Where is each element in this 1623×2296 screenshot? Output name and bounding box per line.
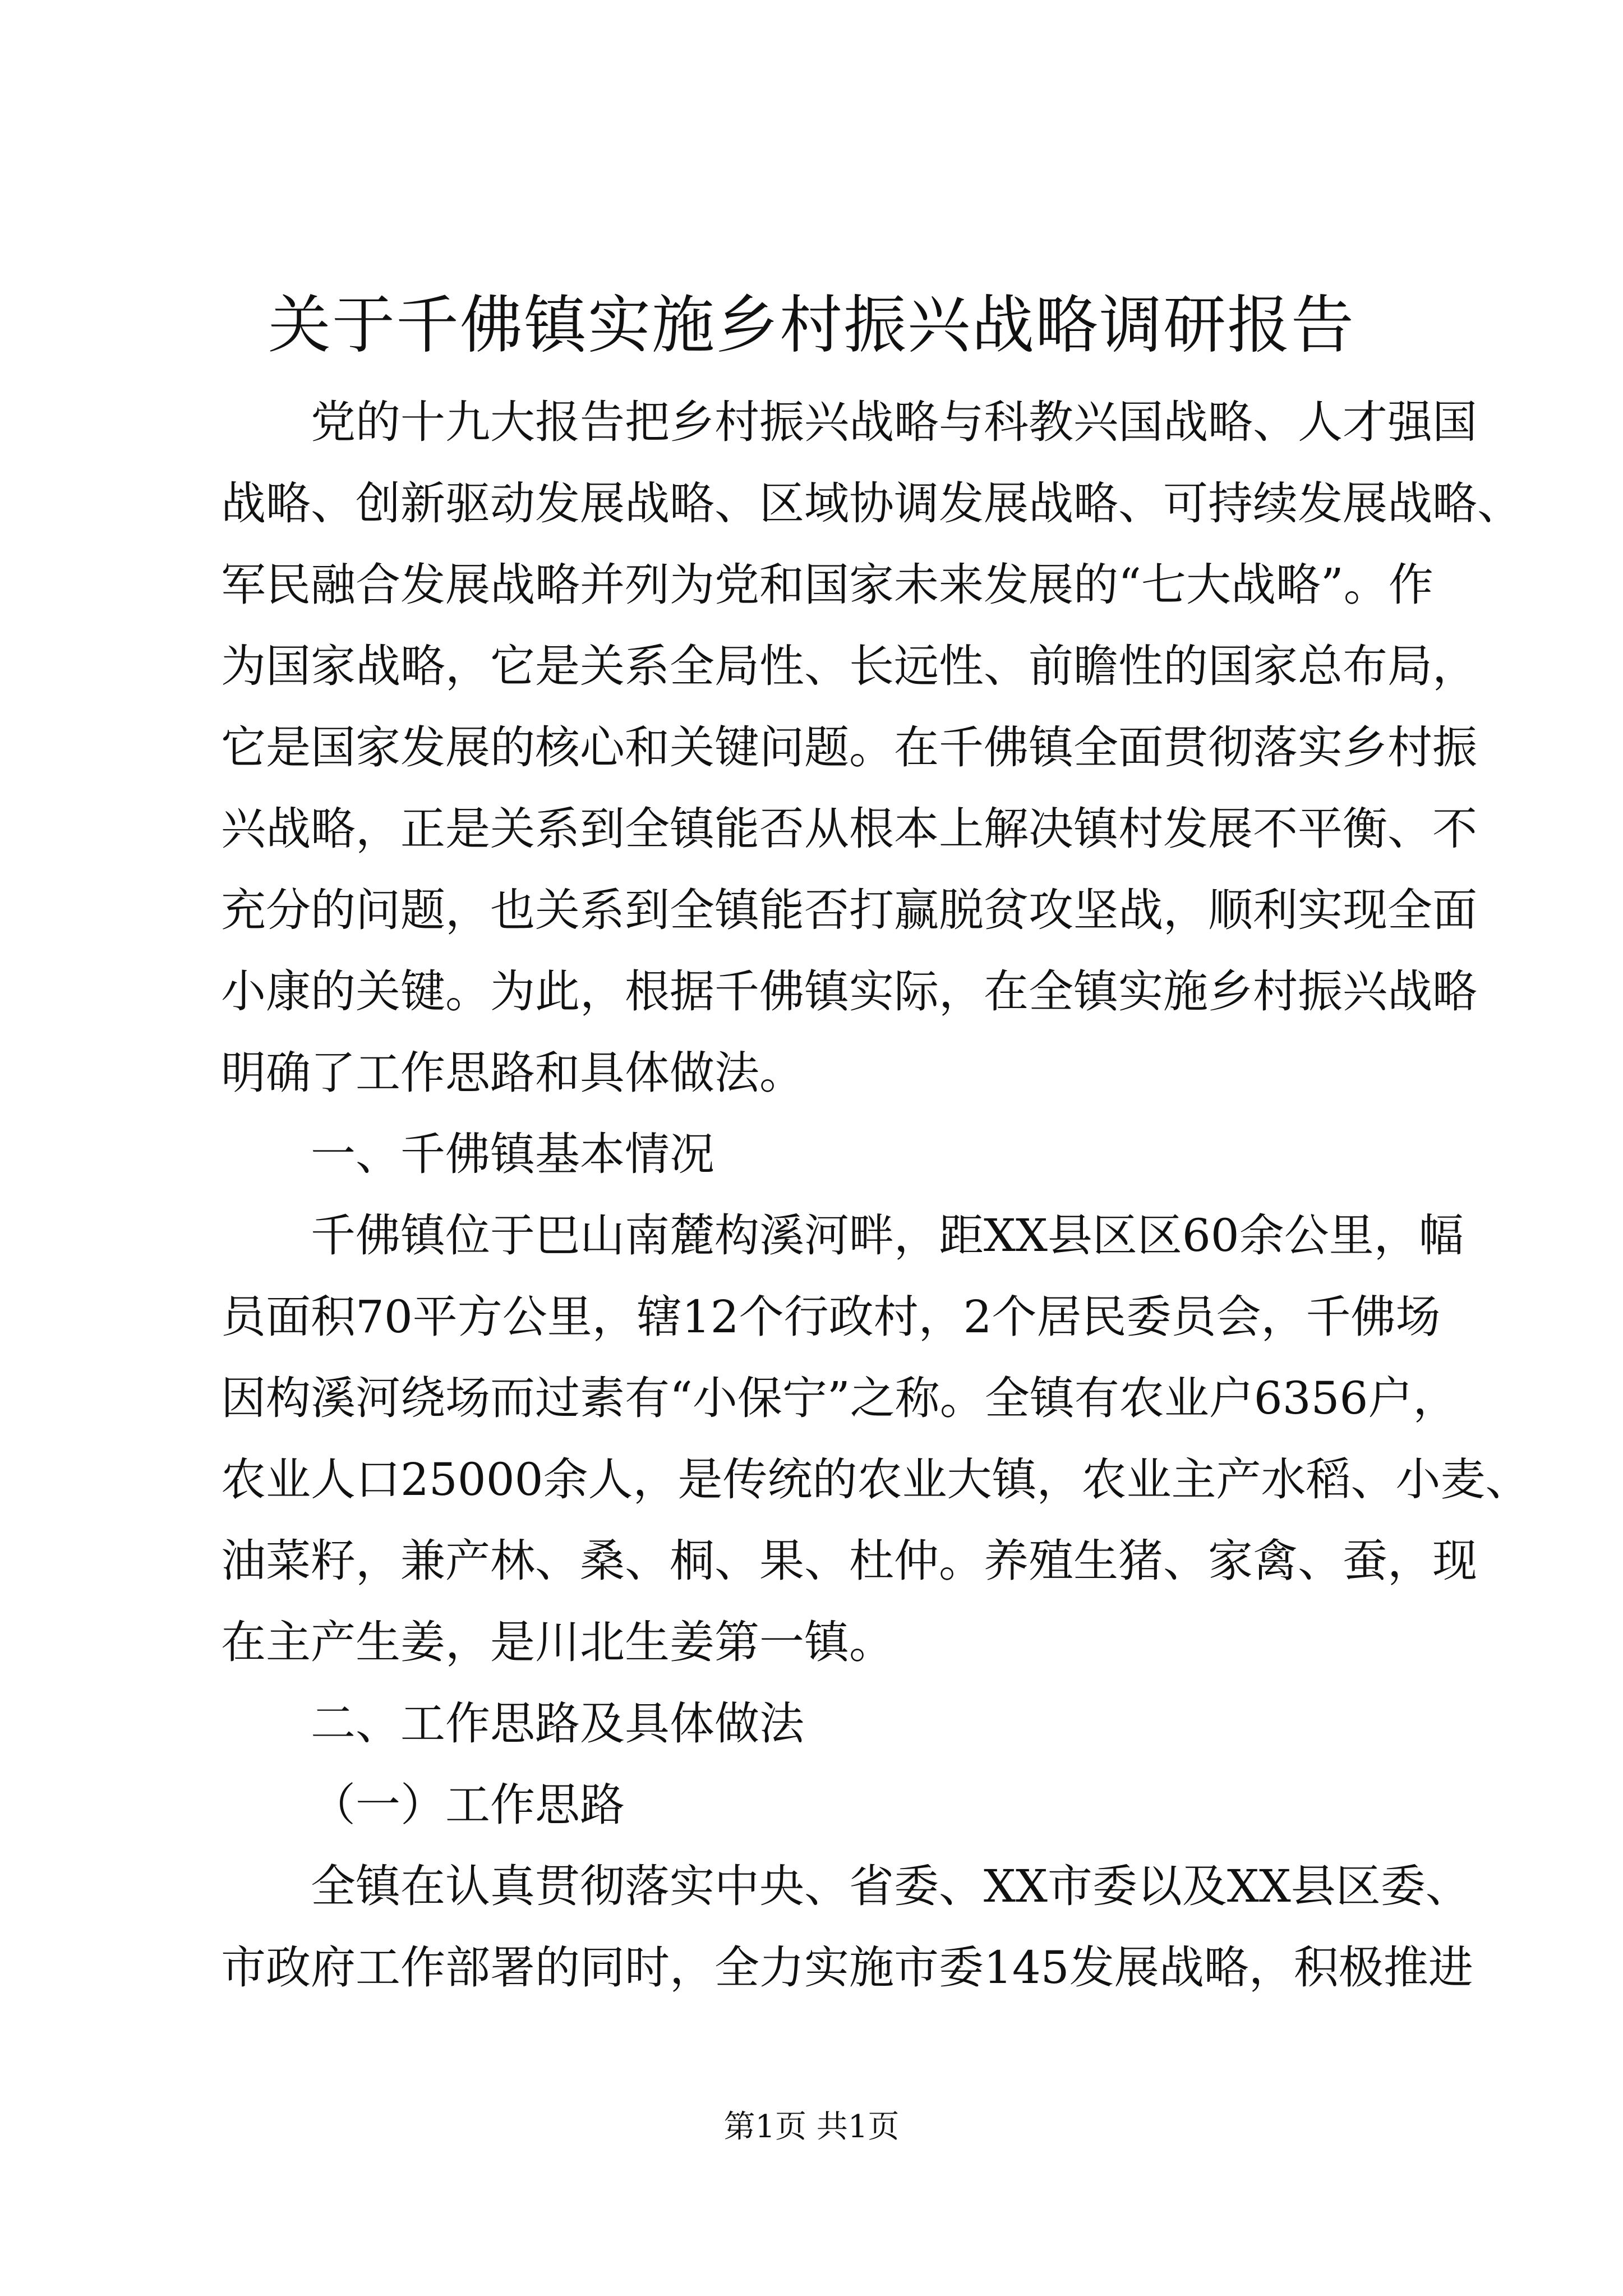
text-line: 农业人口25000余人，是传统的农业大镇，农业主产水稻、小麦、 <box>221 1453 1530 1506</box>
text-line: 小康的关键。为此，根据千佛镇实际，在全镇实施乡村振兴战略 <box>221 965 1477 1018</box>
text-line: 在主产生姜，是川北生姜第一镇。 <box>221 1616 894 1668</box>
text-line: 因构溪河绕场而过素有“小保宁”之称。全镇有农业户6356户， <box>221 1372 1458 1424</box>
text-line: 员面积70平方公里，辖12个行政村，2个居民委员会，千佛场 <box>221 1291 1441 1343</box>
text-line: 千佛镇位于巴山南麓构溪河畔，距XX县区区60余公里，幅 <box>311 1209 1464 1262</box>
page-footer: 第1页 共1页 <box>723 2109 900 2145</box>
text-line: 兴战略，正是关系到全镇能否从根本上解决镇村发展不平衡、不 <box>221 803 1477 855</box>
text-line: 战略、创新驱动发展战略、区域协调发展战略、可持续发展战略、 <box>221 477 1522 530</box>
text-line: 二、工作思路及具体做法 <box>311 1697 804 1750</box>
text-line: 油菜籽，兼产林、桑、桐、果、杜仲。养殖生猪、家禽、蚕，现 <box>221 1535 1477 1587</box>
document-body <box>221 381 1530 2008</box>
text-line: 它是国家发展的核心和关键问题。在千佛镇全面贯彻落实乡村振 <box>221 721 1477 774</box>
text-line: 充分的问题，也关系到全镇能否打赢脱贫攻坚战，顺利实现全面 <box>221 884 1477 936</box>
text-line: 市政府工作部署的同时，全力实施市委145发展战略，积极推进 <box>221 1941 1473 1994</box>
text-line: 军民融合发展战略并列为党和国家未来发展的“七大战略”。作 <box>221 559 1433 611</box>
text-line: 为国家战略，它是关系全局性、长远性、前瞻性的国家总布局， <box>221 640 1477 692</box>
text-line: 全镇在认真贯彻落实中央、省委、XX市委以及XX县区委、 <box>311 1860 1470 1912</box>
text-line: （一）工作思路 <box>311 1779 625 1831</box>
text-line: 明确了工作思路和具体做法。 <box>221 1047 804 1099</box>
text-line: 一、千佛镇基本情况 <box>311 1128 714 1180</box>
document-title: 关于千佛镇实施乡村振兴战略调研报告 <box>268 289 1355 362</box>
text-line: 党的十九大报告把乡村振兴战略与科教兴国战略、人才强国 <box>311 396 1477 448</box>
